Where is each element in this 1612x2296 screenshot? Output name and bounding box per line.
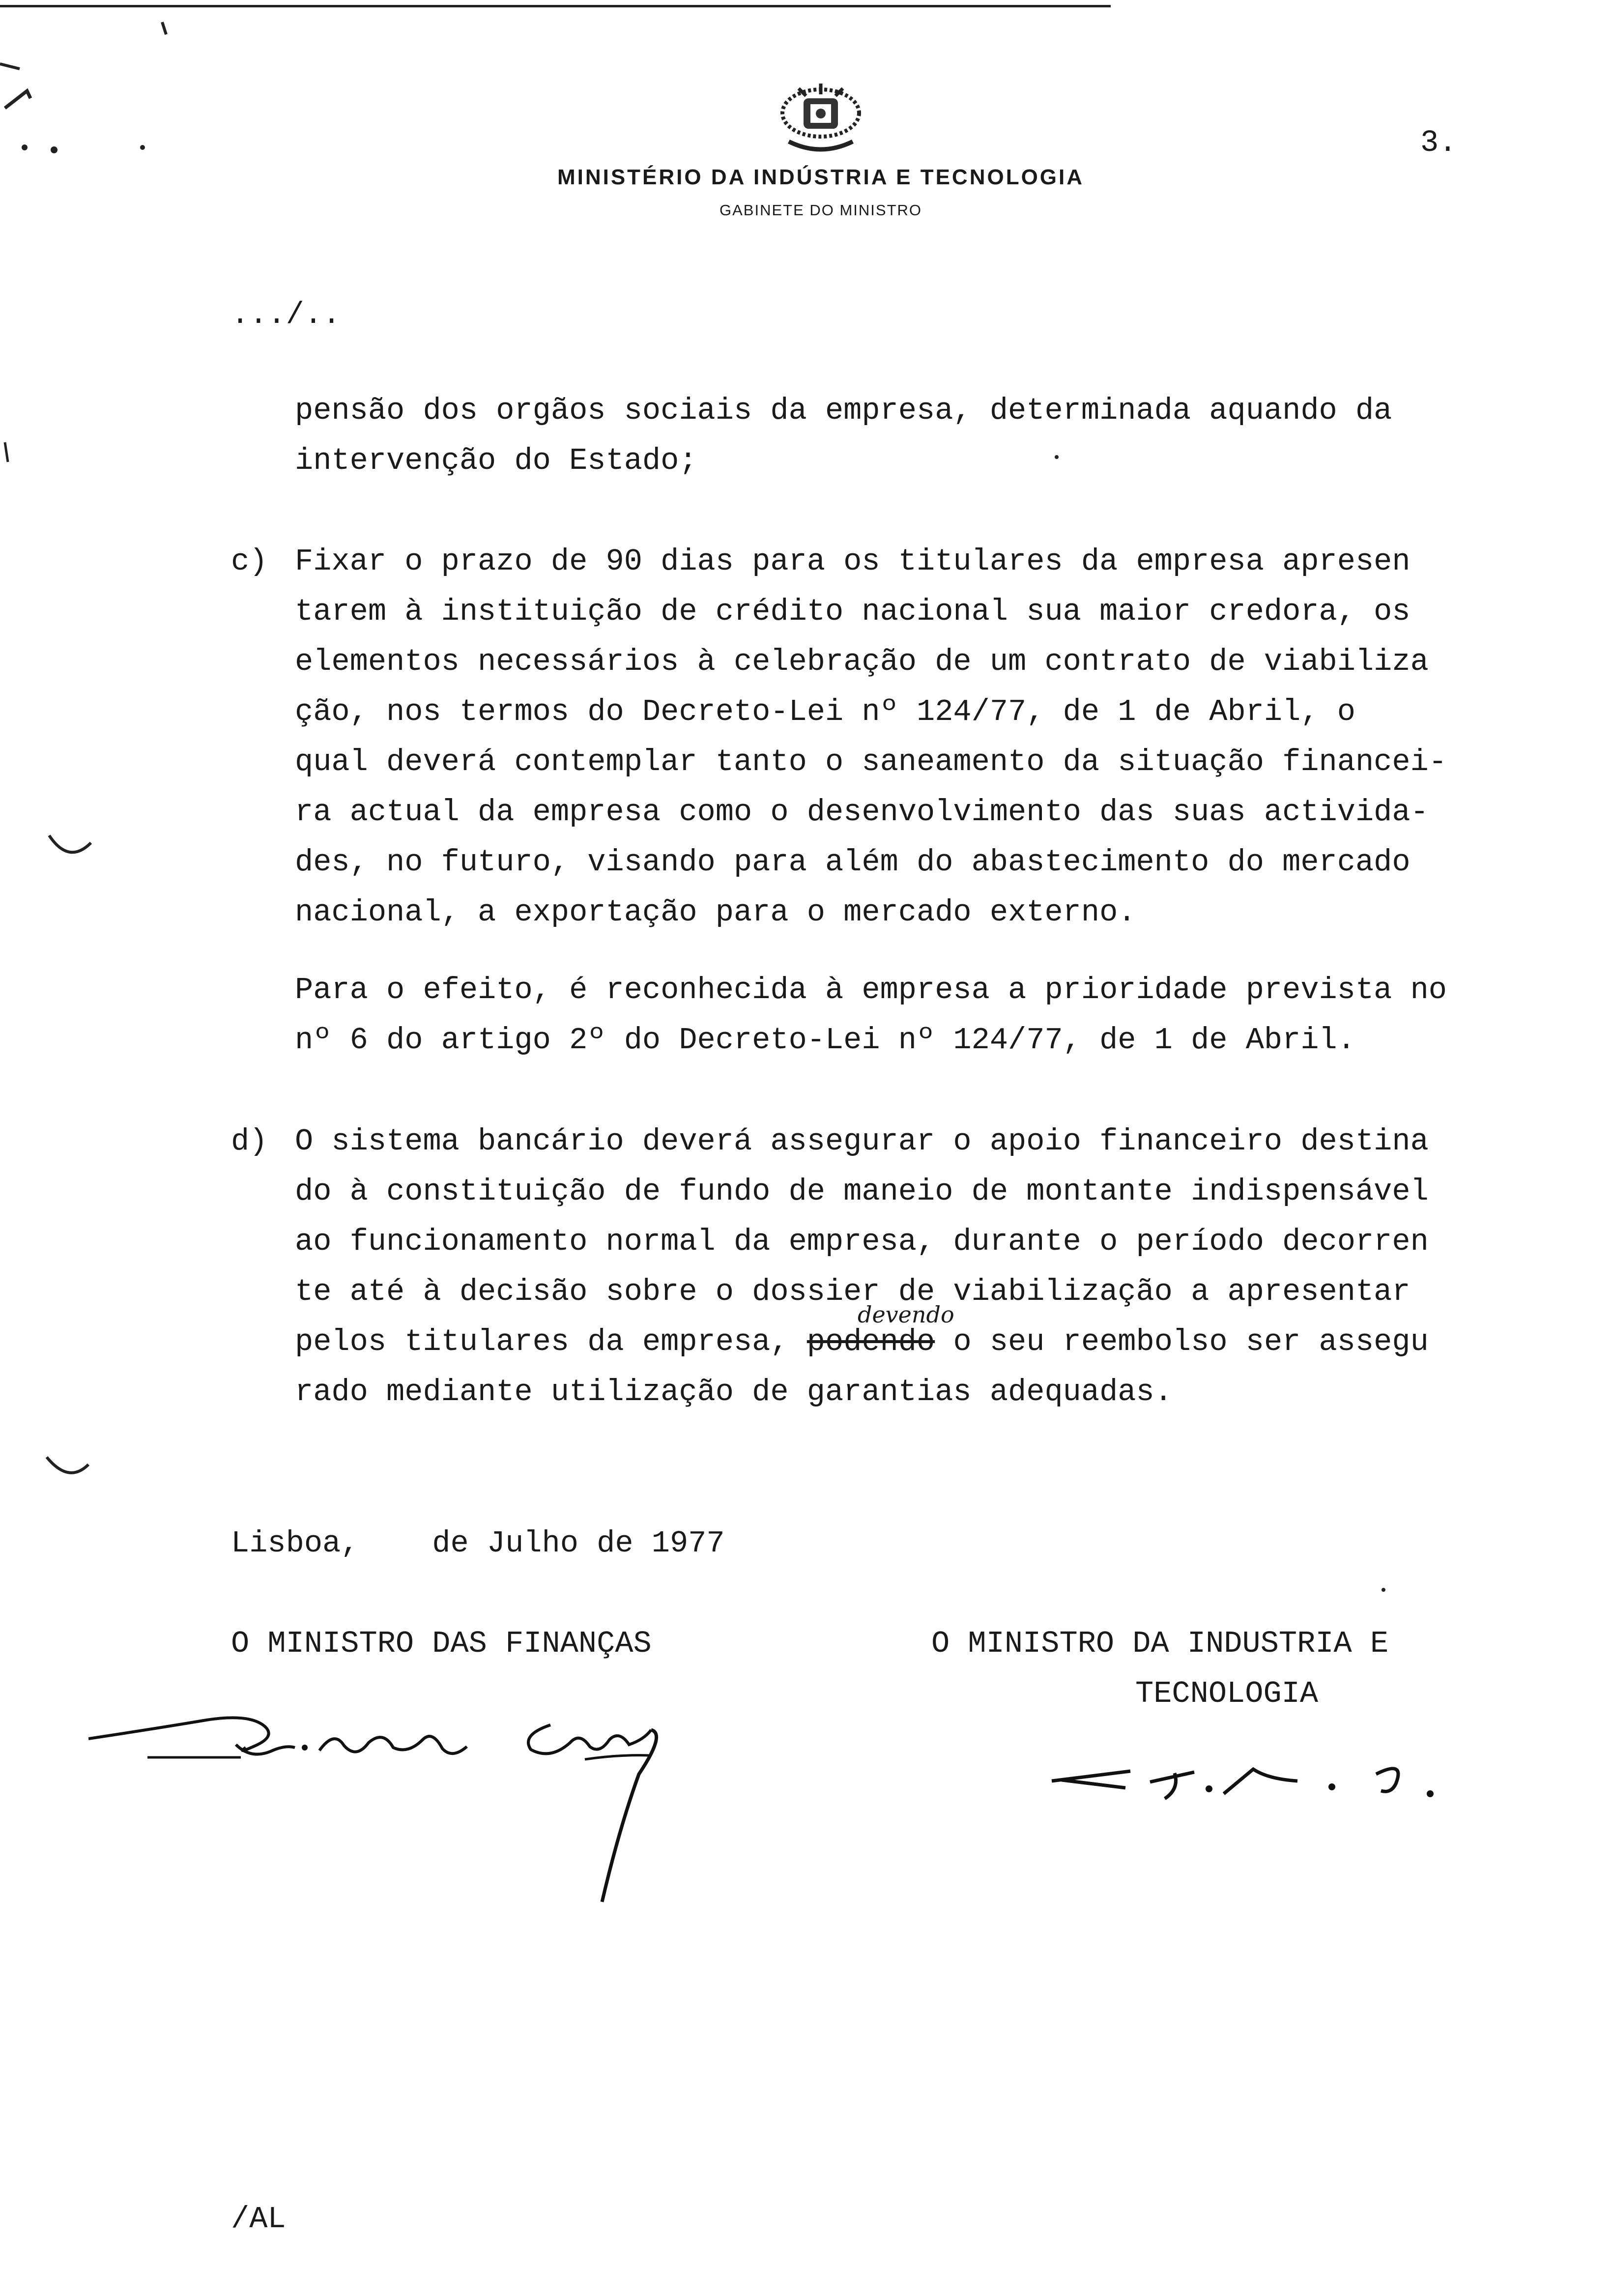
item-c-line-8: nacional, a exportação para o mercado externo. (295, 895, 1136, 930)
item-d-line-3: ao funcionamento normal da empresa, durante o período decorren (295, 1224, 1429, 1259)
industry-minister-signature (1032, 1740, 1474, 1813)
intro-line-2: intervenção do Estado; (295, 443, 697, 478)
item-c-label: c) (231, 544, 268, 579)
item-c-line-2: tarem à instituição de crédito nacional sua maior credora, os (295, 594, 1410, 629)
minister-industry-title-1: O MINISTRO DA INDUSTRIA E (931, 1626, 1389, 1661)
item-c-note-line-2: nº 6 do artigo 2º do Decreto-Lei nº 124/77, de 1 de Abril. (295, 1023, 1355, 1058)
item-d-line-4: te até à decisão sobre o dossier de viabilização a apresentar (295, 1274, 1410, 1309)
item-c-line-7: des, no futuro, visando para além do abastecimento do mercado (295, 845, 1410, 880)
item-d-line-5-after: o seu reembolso ser assegu (935, 1324, 1429, 1359)
item-d-line-1: O sistema bancário deverá assegurar o apoio financeiro destina (295, 1124, 1429, 1159)
coat-of-arms-emblem (769, 84, 872, 157)
page-number: 3. (1420, 125, 1457, 160)
struck-word: podendo (806, 1324, 935, 1359)
item-d-line-2: do à constituição de fundo de maneio de montante indispensável (295, 1174, 1429, 1209)
cabinet-subtitle: GABINETE DO MINISTRO (719, 201, 922, 219)
item-c-line-4: ção, nos termos do Decreto-Lei nº 124/77, de 1 de Abril, o (295, 694, 1355, 729)
item-d-line-5-before: pelos titulares da empresa, (295, 1324, 807, 1359)
minister-industry-title-2: TECNOLOGIA (1135, 1676, 1319, 1711)
item-d-line-5 (295, 1324, 1429, 1359)
finance-minister-signature (88, 1700, 777, 1926)
date-line: Lisboa, de Julho de 1977 (231, 1526, 725, 1561)
intro-line-1: pensão dos orgãos sociais da empresa, determinada aquando da (295, 393, 1392, 428)
item-d-label: d) (231, 1124, 268, 1159)
continuation-mark: .../.. (231, 297, 341, 332)
item-d-line-6: rado mediante utilização de garantias adequadas. (295, 1375, 1173, 1409)
ministry-title: MINISTÉRIO DA INDÚSTRIA E TECNOLOGIA (557, 165, 1085, 189)
item-c-line-5: qual deverá contemplar tanto o saneamento da situação financei- (295, 745, 1447, 779)
item-c-line-6: ra actual da empresa como o desenvolvimento das suas activida- (295, 795, 1429, 830)
item-c-note-line-1: Para o efeito, é reconhecida à empresa a prioridade prevista no (295, 973, 1447, 1007)
handwritten-insert: devendo (858, 1301, 954, 1328)
item-c-line-1: Fixar o prazo de 90 dias para os titulares da empresa apresen (295, 544, 1410, 579)
footer-reference: /AL (231, 2202, 286, 2237)
item-c-line-3: elementos necessários à celebração de um contrato de viabiliza (295, 644, 1429, 679)
minister-finance-title: O MINISTRO DAS FINANÇAS (231, 1626, 652, 1661)
